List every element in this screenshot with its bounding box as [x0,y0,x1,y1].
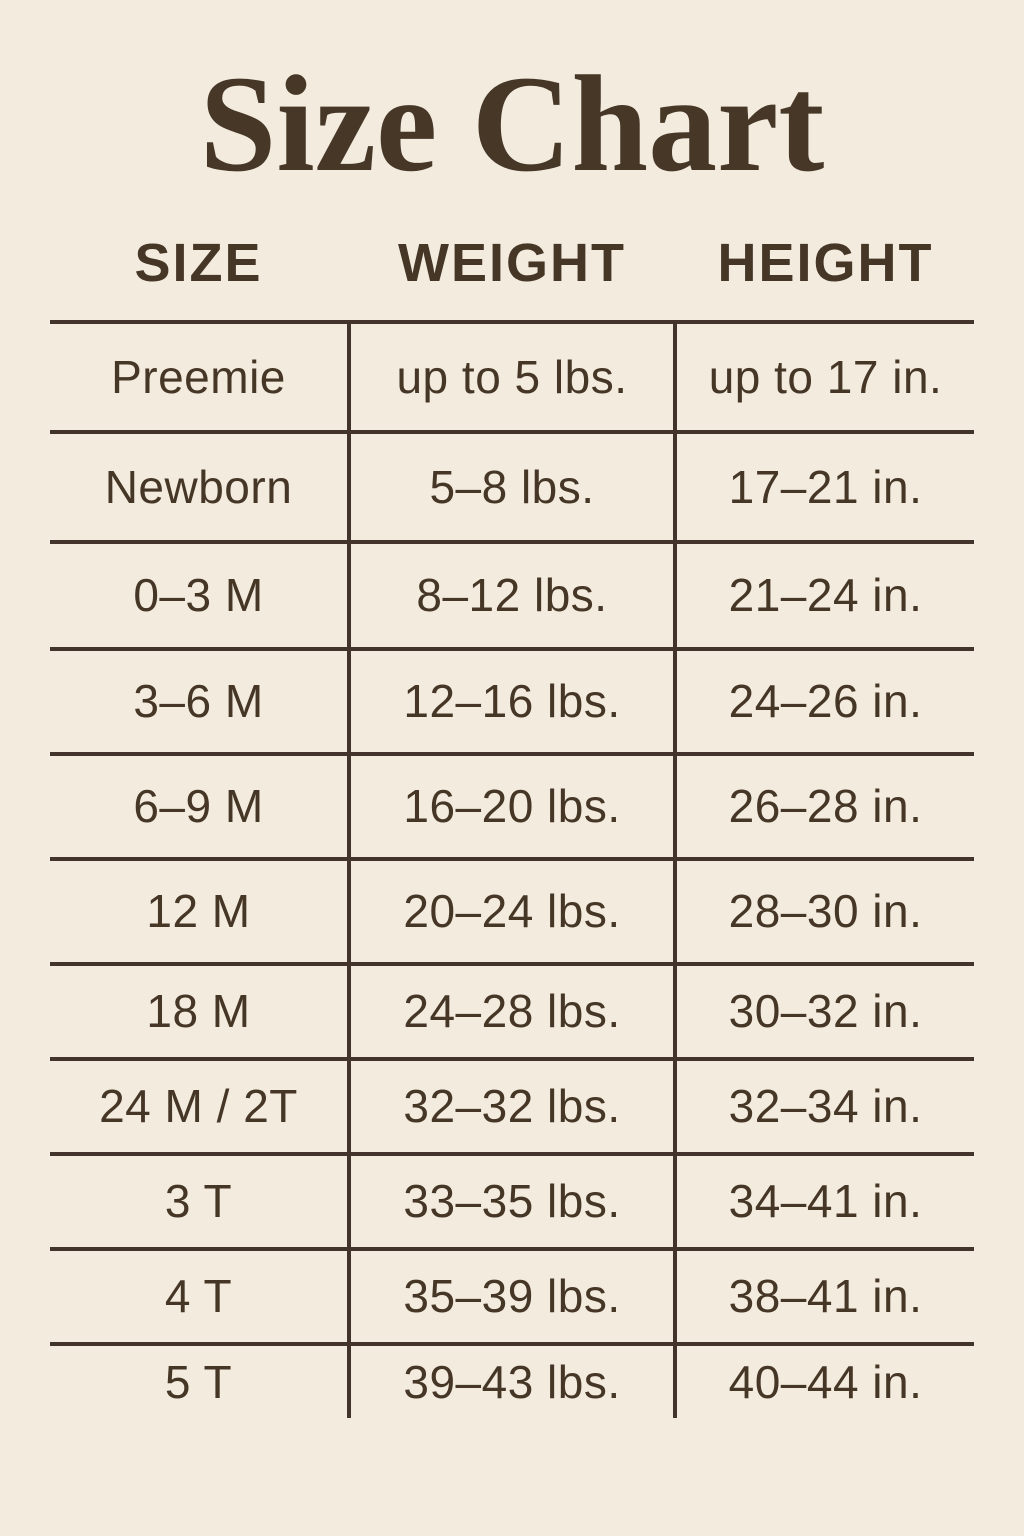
height-cell: 26–28 in. [728,780,923,833]
table-row [50,651,974,756]
size-table [50,232,974,1418]
weight-cell: 35–39 lbs. [347,1251,677,1342]
column-header-weight: WEIGHT [398,232,626,293]
table-row [50,966,974,1061]
column-header-size: SIZE [134,232,263,293]
weight-cell: 32–32 lbs. [347,1061,677,1152]
table-row [50,1061,974,1156]
height-cell: 30–32 in. [728,985,923,1038]
height-cell: 38–41 in. [728,1270,923,1323]
height-cell: 28–30 in. [728,885,923,938]
size-cell: 24 M / 2T [99,1080,298,1133]
size-cell: 0–3 M [133,569,264,622]
table-row [50,756,974,861]
size-cell: 6–9 M [133,780,264,833]
size-cell: 5 T [164,1355,233,1408]
size-cell: 12 M [146,885,251,938]
table-row [50,324,974,434]
table-header-row [50,232,974,320]
page-title: Size Chart [199,47,825,200]
weight-cell: 20–24 lbs. [347,861,677,962]
weight-cell: 8–12 lbs. [347,544,677,647]
weight-cell: 39–43 lbs. [347,1346,677,1418]
table-row [50,434,974,544]
height-cell: 21–24 in. [728,569,923,622]
size-cell: 3–6 M [133,675,264,728]
table-row [50,1346,974,1418]
table-row [50,1251,974,1346]
size-cell: 18 M [146,985,251,1038]
size-cell: 4 T [164,1270,233,1323]
size-cell: 3 T [164,1175,233,1228]
table-row [50,1156,974,1251]
weight-cell: 16–20 lbs. [347,756,677,857]
table-row [50,861,974,966]
weight-cell: 5–8 lbs. [347,434,677,540]
table-row [50,544,974,651]
weight-cell: 24–28 lbs. [347,966,677,1057]
weight-cell: 33–35 lbs. [347,1156,677,1247]
table-body [50,320,974,1418]
height-cell: 40–44 in. [728,1355,923,1408]
weight-cell: 12–16 lbs. [347,651,677,752]
column-header-height: HEIGHT [717,232,934,293]
height-cell: 24–26 in. [728,675,923,728]
height-cell: 17–21 in. [728,460,923,513]
height-cell: 32–34 in. [728,1080,923,1133]
size-cell: Newborn [104,460,293,513]
height-cell: 34–41 in. [728,1175,923,1228]
weight-cell: up to 5 lbs. [347,324,677,430]
size-cell: Preemie [111,350,286,403]
height-cell: up to 17 in. [708,350,943,403]
